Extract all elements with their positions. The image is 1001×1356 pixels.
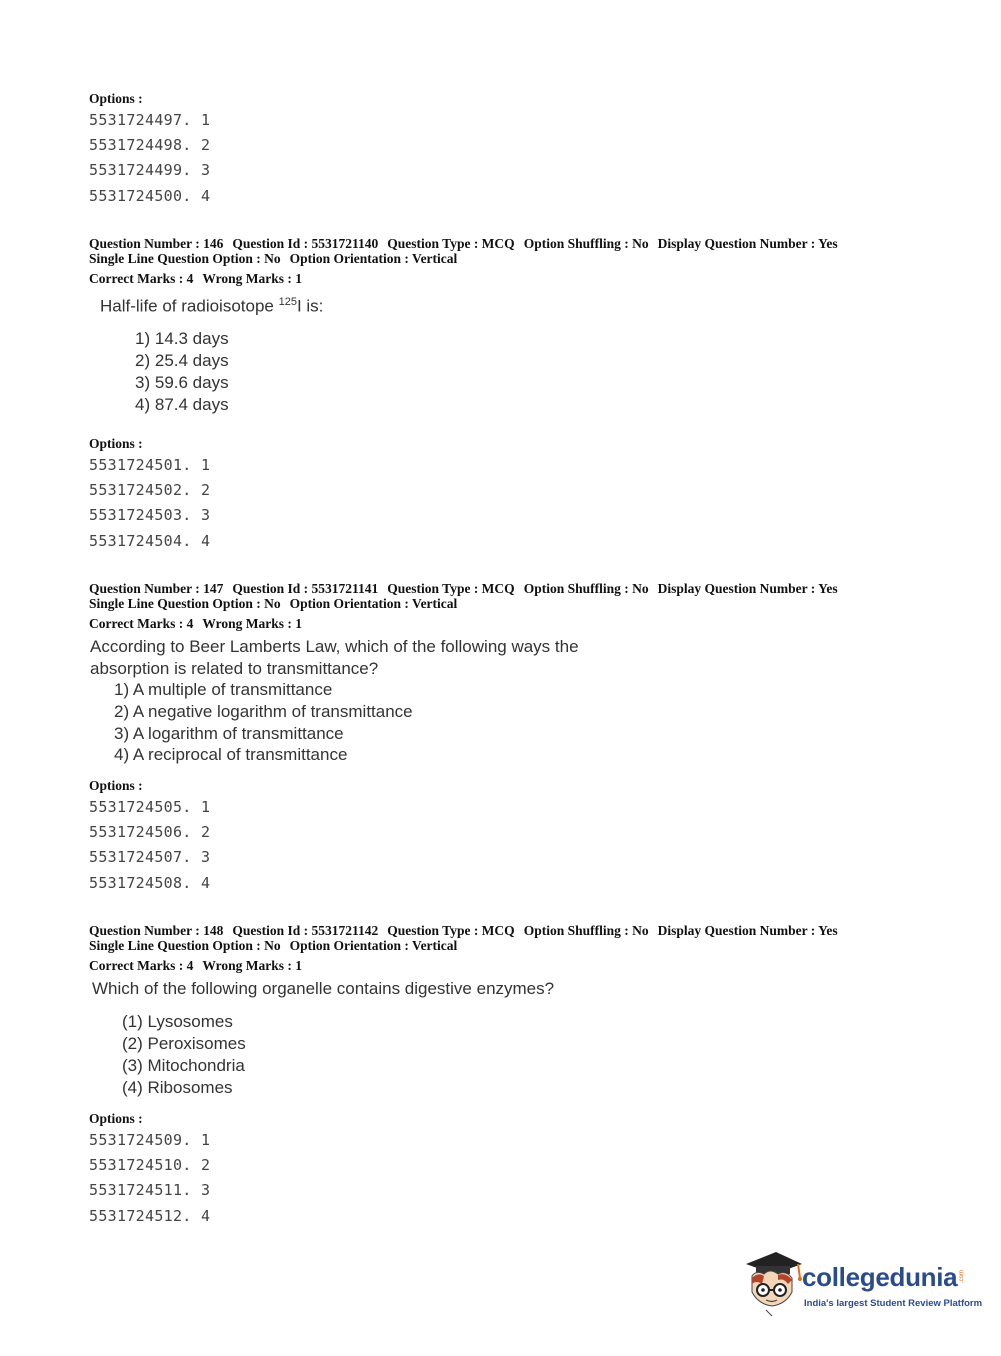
option-line: 5531724508. 4: [89, 874, 211, 892]
logo-tagline: India's largest Student Review Platform: [804, 1298, 983, 1309]
question-marks-148: Correct Marks : 4 Wrong Marks : 1: [89, 958, 302, 973]
option-line: 5531724502. 2: [89, 481, 211, 499]
choice-147-1: 1) A multiple of transmittance: [114, 680, 333, 699]
logo-wordmark: collegedunia: [802, 1262, 958, 1292]
choice-147-4: 4) A reciprocal of transmittance: [114, 745, 348, 764]
option-line: 5531724510. 2: [89, 1156, 211, 1174]
options-label: Options :: [89, 436, 143, 451]
question-meta-147: Question Number : 147 Question Id : 5531721141 Question Type : MCQ Option Shuffling : No Display Question Number : Yes: [89, 581, 838, 596]
option-line: 5531724506. 2: [89, 823, 211, 841]
option-line: 5531724505. 1: [89, 798, 211, 816]
option-line: 5531724509. 1: [89, 1131, 211, 1149]
choice-148-3: (3) Mitochondria: [122, 1056, 245, 1075]
option-line: 5531724512. 4: [89, 1207, 211, 1225]
question-meta-148: Question Number : 148 Question Id : 5531721142 Question Type : MCQ Option Shuffling : No Display Question Number : Yes: [89, 923, 838, 938]
option-line: 5531724501. 1: [89, 456, 211, 474]
option-line: 5531724511. 3: [89, 1181, 211, 1199]
options-label: Options :: [89, 91, 143, 106]
question-text-147: According to Beer Lamberts Law, which of the following ways the: [90, 637, 579, 656]
choice-148-2: (2) Peroxisomes: [122, 1034, 246, 1053]
option-line: 5531724503. 3: [89, 506, 211, 524]
choice-147-3: 3) A logarithm of transmittance: [114, 724, 344, 743]
choice-148-1: (1) Lysosomes: [122, 1012, 233, 1031]
option-line: 5531724497. 1: [89, 111, 211, 129]
question-meta-147-line2: Single Line Question Option : No Option Orientation : Vertical: [89, 596, 458, 611]
question-marks-146: Correct Marks : 4 Wrong Marks : 1: [89, 271, 302, 286]
question-meta-146-line2: Single Line Question Option : No Option Orientation : Vertical: [89, 251, 458, 266]
mascot-icon: [742, 1248, 804, 1318]
question-text-148: Which of the following organelle contains digestive enzymes?: [92, 979, 555, 998]
choice-147-2: 2) A negative logarithm of transmittance: [114, 702, 413, 721]
choice-146-4: 4) 87.4 days: [135, 395, 229, 414]
options-label: Options :: [89, 1111, 143, 1126]
option-line: 5531724507. 3: [89, 848, 211, 866]
choice-146-2: 2) 25.4 days: [135, 351, 229, 370]
choice-148-4: (4) Ribosomes: [122, 1078, 233, 1097]
question-meta-148-line2: Single Line Question Option : No Option Orientation : Vertical: [89, 938, 458, 953]
question-text-147-line2: absorption is related to transmittance?: [90, 659, 379, 678]
choice-146-3: 3) 59.6 days: [135, 373, 229, 392]
question-marks-147: Correct Marks : 4 Wrong Marks : 1: [89, 616, 302, 631]
options-label: Options :: [89, 778, 143, 793]
collegedunia-logo[interactable]: [742, 1248, 983, 1318]
choice-146-1: 1) 14.3 days: [135, 329, 229, 348]
option-line: 5531724504. 4: [89, 532, 211, 550]
question-meta-146: Question Number : 146 Question Id : 5531721140 Question Type : MCQ Option Shuffling : No Display Question Number : Yes: [89, 236, 838, 251]
option-line: 5531724499. 3: [89, 161, 211, 179]
logo-domain-suffix: .com: [959, 1270, 965, 1284]
option-line: 5531724498. 2: [89, 136, 211, 154]
question-text-146: Half-life of radioisotope $^{125}$I is:: [100, 296, 324, 316]
option-line: 5531724500. 4: [89, 187, 211, 205]
